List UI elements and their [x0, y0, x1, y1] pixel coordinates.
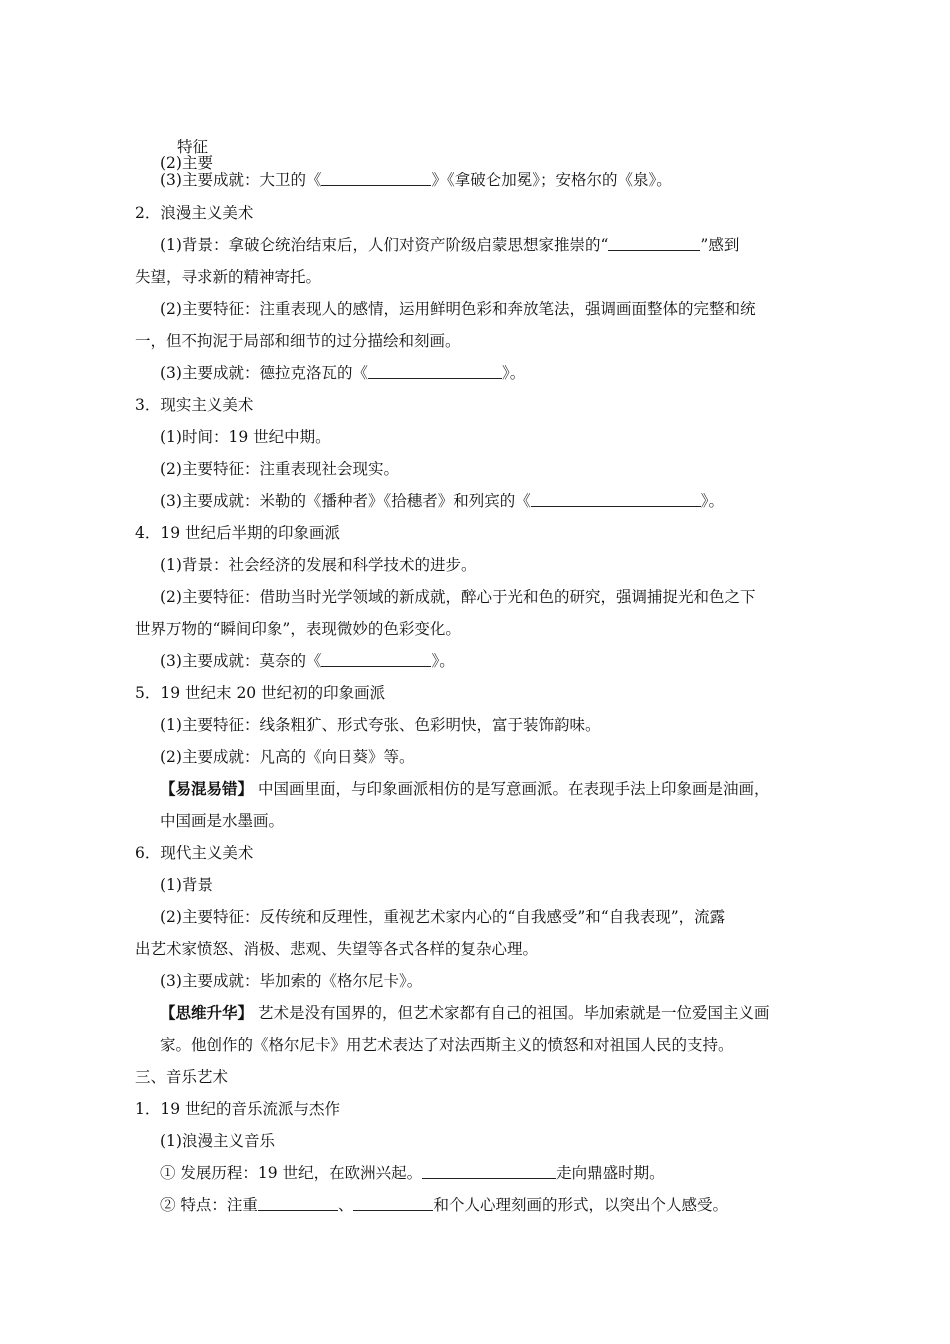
features-prefix: ② 特点：注重 [160, 1196, 258, 1214]
answer-blank[interactable] [321, 171, 431, 186]
s2-background-continuation: 失望，寻求新的精神寄托。 [135, 268, 322, 286]
features-suffix: 和个人心理刻画的形式，以突出个人感受。 [433, 1196, 728, 1214]
answer-blank[interactable] [353, 1196, 433, 1211]
s3-time-line: (1)时间：19 世纪中期。 [160, 428, 331, 446]
s6-background-line: (1)背景 [160, 876, 213, 894]
s4-features-line1: (2)主要特征：借助当时光学领域的新成就，醉心于光和色的研究，强调捕捉光和色之下 [160, 588, 756, 606]
section-title-realism-art: 3．现实主义美术 [135, 396, 254, 414]
s2-background-suffix: ”感到 [700, 236, 740, 254]
s2-achievement-prefix: (3)主要成就：德拉克洛瓦的《 [160, 364, 368, 382]
s1-achievement-line [160, 170, 672, 190]
s2-background-prefix: (1)背景：拿破仑统治结束后，人们对资产阶级启蒙思想家推崇的“ [160, 236, 609, 254]
section-title-post-impressionism: 5．19 世纪末 20 世纪初的印象画派 [135, 684, 386, 702]
s2-background-line [160, 235, 739, 255]
development-prefix: ① 发展历程：19 世纪，在欧洲兴起。 [160, 1164, 423, 1182]
s4-achievement-suffix: 》。 [431, 652, 455, 670]
answer-blank[interactable] [422, 1164, 556, 1179]
s3-achievement-line [160, 491, 724, 511]
s5-note-line1 [160, 779, 769, 799]
fragment-feature-label: 特征 [177, 138, 209, 156]
s1-achievement-prefix: (3)主要成就：大卫的《 [160, 171, 322, 189]
s2-features-line2: 一，但不拘泥于局部和细节的过分描绘和刻画。 [135, 332, 461, 350]
s5-note-text1: 中国画里面，与印象画派相仿的是写意画派。在表现手法上印象画是油画， [253, 780, 770, 798]
s6-achievement-line: (3)主要成就：毕加索的《格尔尼卡》。 [160, 972, 423, 990]
romantic-music-heading: (1)浪漫主义音乐 [160, 1132, 275, 1150]
s3-features-line: (2)主要特征：注重表现社会现实。 [160, 460, 399, 478]
note-tag-thinking: 【思维升华】 [160, 1003, 254, 1022]
s4-achievement-line [160, 651, 455, 671]
s5-note-line2: 中国画是水墨画。 [160, 812, 285, 830]
section-title-19c-music: 1．19 世纪的音乐流派与杰作 [135, 1100, 341, 1118]
s5-achievement-line: (2)主要成就：凡高的《向日葵》等。 [160, 748, 415, 766]
s1-achievement-suffix: 》《拿破仑加冕》；安格尔的《泉》。 [431, 171, 672, 189]
section-title-impressionism: 4．19 世纪后半期的印象画派 [135, 524, 341, 542]
features-separator: 、 [337, 1196, 354, 1214]
answer-blank[interactable] [321, 652, 431, 667]
s6-note-line2: 家。他创作的《格尔尼卡》用艺术表达了对法西斯主义的愤怒和对祖国人民的支持。 [160, 1036, 734, 1054]
answer-blank[interactable] [258, 1196, 338, 1211]
s2-achievement-suffix: 》。 [501, 364, 526, 382]
s3-achievement-prefix: (3)主要成就：米勒的《播种者》《拾穗者》和列宾的《 [160, 492, 531, 510]
development-suffix: 走向鼎盛时期。 [556, 1164, 665, 1182]
romantic-music-development-line [160, 1163, 665, 1183]
s5-features-line: (1)主要特征：线条粗犷、形式夸张、色彩明快，富于装饰韵味。 [160, 716, 601, 734]
answer-blank[interactable] [608, 236, 700, 251]
note-tag-easy-confuse: 【易混易错】 [160, 779, 254, 798]
s6-features-line1: (2)主要特征：反传统和反理性，重视艺术家内心的“自我感受”和“自我表现”，流露 [160, 908, 726, 926]
s6-features-line2: 出艺术家愤怒、消极、悲观、失望等各式各样的复杂心理。 [135, 940, 539, 958]
part-title-music-art: 三、音乐艺术 [135, 1068, 229, 1086]
s2-features-line1: (2)主要特征：注重表现人的感情，运用鲜明色彩和奔放笔法，强调画面整体的完整和统 [160, 300, 756, 318]
answer-blank[interactable] [368, 364, 502, 379]
s4-background-line: (1)背景：社会经济的发展和科学技术的进步。 [160, 556, 477, 574]
s6-note-line1 [160, 1003, 769, 1023]
fragment-main-label: (2)主要 [160, 154, 213, 172]
romantic-music-features-line [160, 1195, 728, 1215]
section-title-romanticism-art: 2．浪漫主义美术 [135, 204, 254, 222]
section-title-modernism-art: 6．现代主义美术 [135, 844, 254, 862]
s3-achievement-suffix: 》。 [700, 492, 724, 510]
s2-achievement-line [160, 363, 525, 383]
s4-features-line2: 世界万物的“瞬间印象”，表现微妙的色彩变化。 [135, 620, 461, 638]
s4-achievement-prefix: (3)主要成就：莫奈的《 [160, 652, 322, 670]
s6-note-text1: 艺术是没有国界的，但艺术家都有自己的祖国。毕加索就是一位爱国主义画 [253, 1004, 770, 1022]
answer-blank[interactable] [531, 492, 701, 507]
